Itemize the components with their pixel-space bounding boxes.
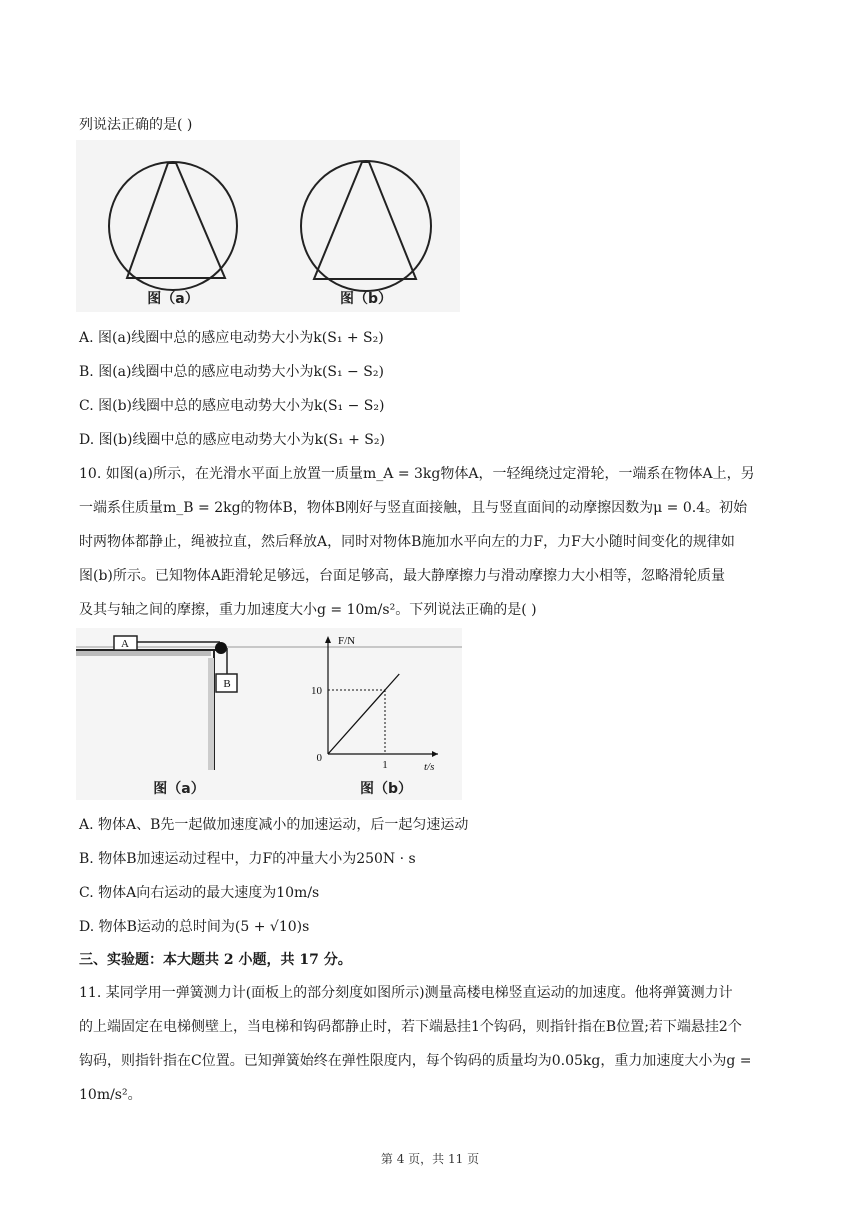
y-axis-label: F/N <box>338 635 356 647</box>
q11-line-3-text: 钩码，则指针指在C位置。已知弹簧始终在弹性限度内，每个钩码的质量均为0.05kg，重力加速度大小为g = <box>79 1053 752 1069</box>
q10-line-5: 及其与轴之间的摩擦，重力加速度大小g = 10m/s²。下列说法正确的是( ) <box>79 602 537 618</box>
q11-line-1 <box>79 982 782 1002</box>
q9-option-a: A. 图(a)线圈中总的感应电动势大小为k(S₁ + S₂) <box>79 330 384 346</box>
q11-line-2-text: 的上端固定在电梯侧壁上，当电梯和钩码都静止时，若下端悬挂1个钩码，则指针指在B位置;若下端悬挂2个 <box>79 1019 742 1035</box>
q10-line-1 <box>79 463 782 483</box>
q11-line-4: 10m/s²。 <box>79 1087 142 1103</box>
fig-label-b: 图（b） <box>339 291 393 307</box>
block-b-label: B <box>223 678 231 690</box>
fig-label-a: 图（a） <box>147 291 199 307</box>
q9-option-d: D. 图(b)线圈中总的感应电动势大小为k(S₁ + S₂) <box>79 432 385 448</box>
q10-line-4 <box>79 565 782 585</box>
q9-option-b: B. 图(a)线圈中总的感应电动势大小为k(S₁ − S₂) <box>79 364 384 380</box>
q11-line-3 <box>79 1050 782 1070</box>
q10-line-2-text: 一端系住质量m_B = 2kg的物体B，物体B刚好与竖直面接触，且与竖直面间的动摩擦因数为μ = 0.4。初始 <box>79 500 748 516</box>
q10-line-3-text: 时两物体都静止，绳被拉直，然后释放A，同时对物体B施加水平向左的力F，力F大小随时间变化的规律如 <box>79 534 735 550</box>
q10-line-2 <box>79 497 782 517</box>
section-heading: 三、实验题：本大题共 2 小题，共 17 分。 <box>79 952 352 968</box>
page-footer: 第 4 页，共 11 页 <box>380 1152 480 1166</box>
q10-option-c: C. 物体A向右运动的最大速度为10m/s <box>79 885 320 901</box>
q10-line-4-text: 图(b)所示。已知物体A距滑轮足够远，台面足够高，最大静摩擦力与滑动摩擦力大小相等，忽略滑轮质量 <box>79 568 725 584</box>
q9-option-c: C. 图(b)线圈中总的感应电动势大小为k(S₁ − S₂) <box>79 398 385 414</box>
q10-line-1-text: 10. 如图(a)所示，在光滑水平面上放置一质量m_A = 3kg物体A，一轻绳绕过定滑轮，一端系在物体A上，另 <box>79 466 755 482</box>
y-tick-label: 10 <box>311 685 322 697</box>
q11-line-1-text: 11. 某同学用一弹簧测力计(面板上的部分刻度如图所示)测量高楼电梯竖直运动的加速度。他将弹簧测力计 <box>79 985 733 1001</box>
x-axis-label: t/s <box>424 761 435 773</box>
q10-line-3 <box>79 531 782 551</box>
q10-option-b: B. 物体B加速运动过程中，力F的冲量大小为250N · s <box>79 851 416 867</box>
pulley-figure <box>76 628 462 800</box>
coil-figure <box>76 140 460 312</box>
pulley <box>215 642 227 654</box>
chart-fig-label: 图（b） <box>359 781 413 797</box>
q10-option-a: A. 物体A、B先一起做加速度减小的加速运动，后一起匀速运动 <box>79 817 469 833</box>
block-a-label: A <box>121 638 129 650</box>
origin-label: 0 <box>316 752 322 764</box>
q11-line-2 <box>79 1016 782 1036</box>
pulley-fig-label: 图（a） <box>153 781 205 797</box>
q10-option-d: D. 物体B运动的总时间为(5 + √10)s <box>79 919 310 935</box>
intro-text: 列说法正确的是( ) <box>79 117 193 133</box>
x-tick-label: 1 <box>382 759 388 771</box>
